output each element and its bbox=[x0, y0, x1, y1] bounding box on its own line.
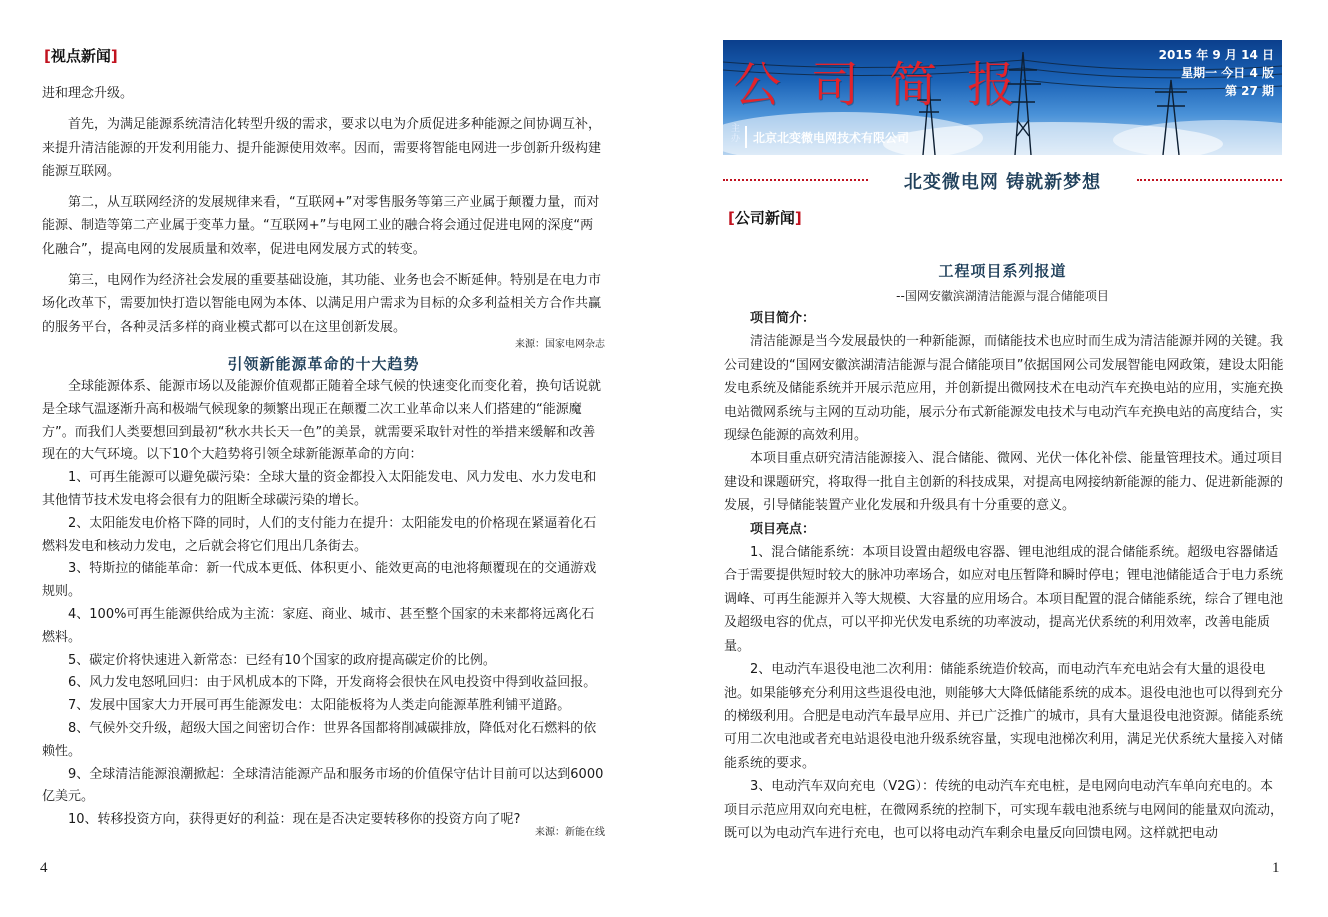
highlight-item: 3、电动汽车双向充电（V2G）：传统的电动汽车充电桩，是电网向电动汽车单向充电的。本项目示范应用双向充电桩，在微网系统的控制下，可实现车载电池系统与电网间的能量双向流动，既可以为电动汽车进行充电，也可以将电动汽车剩余电量反向回馈电网。这样就把电动 bbox=[724, 779, 1284, 841]
section-tag-bracket-open: [ bbox=[728, 209, 735, 227]
paragraph-1: 首先，为满足能源系统清洁化转型升级的需求，要求以电为介质促进多种能源之间协调互补，来提升清洁能源的开发利用能力、提升能源使用效率。因而，需要将智能电网进一步创新升级构建能源互联网。 bbox=[42, 117, 602, 179]
trend-item: 7、发展中国家大力开展可再生能源发电：太阳能板将为人类走向能源革胜利铺平道路。 bbox=[68, 698, 571, 714]
trend-item: 5、碳定价将快速进入新常态：已经有10个国家的政府提高碳定价的比例。 bbox=[68, 652, 496, 668]
article-title-trends: 引领新能源革命的十大趋势 bbox=[227, 355, 420, 373]
trend-item: 1、可再生能源可以避免碳污染：全球大量的资金都投入太阳能发电、风力发电、水力发电和其他情节技术发电将会很有力的阻断全球碳污染的增长。 bbox=[42, 470, 597, 508]
trend-item: 3、特斯拉的储能革命：新一代成本更低、体积更小、能效更高的电池将颠覆现在的交通游戏规则。 bbox=[42, 561, 597, 600]
masthead-issue-number: 第 27 期 bbox=[1224, 84, 1274, 98]
page-number-left: 4 bbox=[40, 860, 48, 876]
intro-paragraph: 清洁能源是当今发展最快的一种新能源，而储能技术也应时而生成为清洁能源并网的关键。我公司建设的“国网安徽滨湖清洁能源与混合储能项目”依据国网公司发展智能电网政策，建设太阳能发电系统及储能系统并开展示范应用，并创新提出微网技术在电动汽车充换电站的应用，实施充换电站微网系统与主网的互动功能，展示分布式新能源发电技术与电动汽车充换电站的高度结合，实现绿色能源的高效利用。 bbox=[724, 334, 1284, 444]
page-number-right: 1 bbox=[1272, 860, 1280, 876]
trends-article-body bbox=[42, 376, 605, 832]
masthead-organization: 北京北变微电网技术有限公司 bbox=[753, 131, 910, 145]
paragraph-3: 第三，电网作为经济社会发展的重要基础设施，其功能、业务也会不断延伸。特别是在电力市场化改革下，需要加快打造以智能电网为本体、以满足用户需求为目标的众多利益相关方合作共赢的服务平台，各种灵活多样的商业模式都可以在这里创新发展。 bbox=[42, 273, 602, 335]
section-tag-viewpoint-news bbox=[44, 45, 118, 66]
highlight-item: 2、电动汽车退役电池二次利用：储能系统造价较高，而电动汽车充电站会有大量的退役电池。如果能够充分利用这些退役电池，则能够大大降低储能系统的成本。退役电池也可以得到充分的梯级利用。合肥是电动汽车最早应用、并已广泛推广的城市，具有大量退役电池资源。储能系统可用二次电池或者充电站退役电池升级系统容量，实现电池梯次利用，满足光伏系统大量接入对储能系统的要求。 bbox=[724, 662, 1284, 771]
trend-item: 6、风力发电怒吼回归：由于风机成本的下降，开发商将会很快在风电投资中得到收益回报。 bbox=[68, 675, 597, 691]
section-tag-company-news bbox=[728, 207, 802, 228]
source-line-2: 来源：新能在线 bbox=[535, 827, 605, 838]
trend-item: 9、全球清洁能源浪潮掀起：全球清洁能源产品和服务市场的价值保守估计目前可以达到6000亿美元。 bbox=[42, 766, 604, 805]
trends-intro: 全球能源体系、能源市场以及能源价值观都正随着全球气候的快速变化而变化着，换句话说就是全球气温逐渐升高和极端气候现象的频繁出现正在颠覆二次工业革命以来人们搭建的“能源魔方”。而我们人类要想回到最初“秋水共长天一色”的美景，就需要采取针对性的举措来缓解和改善现在的大气环境。以下10个大趋势将引领全球新能源革命的方向： bbox=[42, 379, 602, 463]
section-tag-label: 公司新闻 bbox=[734, 209, 795, 227]
intro-paragraph: 本项目重点研究清洁能源接入、混合储能、微网、光伏一体化补偿、能量管理技术。通过项目建设和课题研究，将取得一批自主创新的科技成果，对提高电网接纳新能源的能力、促进新能源的发展，引导储能装置产业化发展和升级具有十分重要的意义。 bbox=[724, 451, 1284, 514]
dotted-rule-right bbox=[1137, 179, 1282, 181]
right-page bbox=[664, 0, 1328, 917]
masthead-title: 公司简报 bbox=[733, 59, 1046, 112]
source-line-1: 来源：国家电网杂志 bbox=[515, 339, 605, 350]
trend-item: 2、太阳能发电价格下降的同时，人们的支付能力在提升：太阳能发电的价格现在紧逼着化石燃料发电和核动力发电，之后就会将它们甩出几条街去。 bbox=[42, 515, 597, 554]
masthead-date: 2015 年 9 月 14 日 bbox=[1158, 48, 1274, 62]
highlights-label: 项目亮点： bbox=[750, 521, 816, 537]
paragraph-2: 第二，从互联网经济的发展规律来看，“互联网+”对零售服务等第三产业属于颠覆力量，而对能源、制造等第二产业属于变革力量。“互联网+”与电网工业的融合将会通过促进电网的深度“两化融合”，提高电网的发展质量和效率，促进电网发展方式的转变。 bbox=[42, 195, 600, 257]
masthead-divider bbox=[745, 126, 747, 148]
trend-item: 8、气候外交升级，超级大国之间密切合作：世界各国都将削减碳排放，降低对化石燃料的依赖性。 bbox=[42, 720, 597, 759]
trend-item: 4、100%可再生能源供给成为主流：家庭、商业、城市、甚至整个国家的未来都将远离化石燃料。 bbox=[42, 606, 595, 645]
intro-label: 项目简介： bbox=[750, 311, 816, 326]
newsletter-masthead bbox=[723, 40, 1282, 155]
section-tag-bracket-open: [ bbox=[44, 47, 51, 65]
masthead-issue-info bbox=[1159, 46, 1274, 100]
section-tag-label: 视点新闻 bbox=[50, 47, 111, 65]
intro-line: 进和理念升级。 bbox=[42, 86, 134, 101]
slogan-row bbox=[723, 168, 1282, 192]
masthead-weekday-edition: 星期一 今日 4 版 bbox=[1181, 66, 1274, 80]
masthead-host-label: 主办 bbox=[731, 124, 741, 144]
section-tag-bracket-close: ] bbox=[110, 47, 118, 65]
highlight-item: 1、混合储能系统：本项目设置由超级电容器、锂电池组成的混合储能系统。超级电容器储适合于需要提供短时较大的脉冲功率场合，如应对电压暂降和瞬时停电；锂电池储能适合于电力系统调峰、可再生能源并入等大规模、大容量的应用场合。本项目配置的混合储能系统，综合了锂电池及超级电容的优点，可以平抑光伏发电系统的功率波动，提高光伏系统的利用效率，改善电能质量。 bbox=[724, 545, 1284, 654]
article-title-project-series: 工程项目系列报道 bbox=[938, 262, 1067, 280]
article-subtitle: --国网安徽滨湖清洁能源与混合储能项目 bbox=[896, 289, 1109, 303]
trend-item: 10、转移投资方向，获得更好的利益：现在是否决定要转移你的投资方向了呢? bbox=[68, 812, 521, 828]
project-article-body bbox=[724, 307, 1284, 845]
slogan: 北变微电网 铸就新梦想 bbox=[903, 172, 1102, 193]
viewpoint-article-body bbox=[42, 82, 605, 339]
section-tag-bracket-close: ] bbox=[794, 209, 802, 227]
